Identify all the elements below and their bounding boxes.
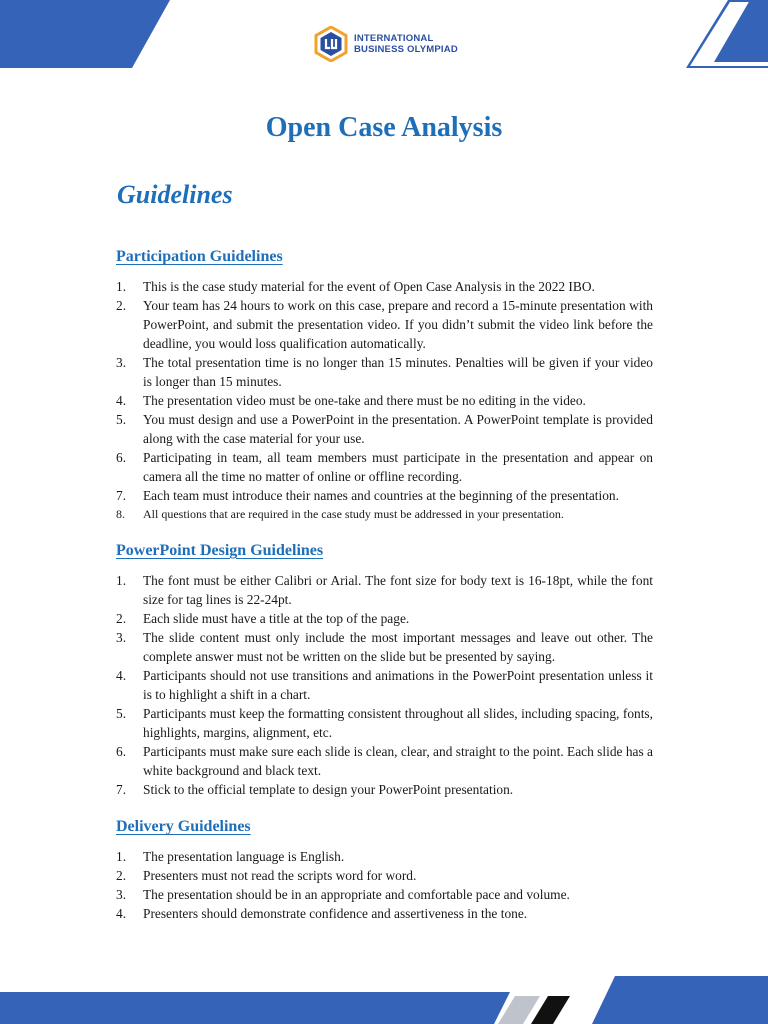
list-item [116,505,653,524]
ibo-logo [314,26,458,62]
list-item [116,609,653,628]
section-heading: PowerPoint Design Guidelines [116,542,324,559]
section-powerpoint-design [116,542,653,799]
item-text: This is the case study material for the event of Open Case Analysis in the 2022 IBO. [143,279,595,294]
item-text: Participants must make sure each slide is clean, clear, and straight to the point. Each slide has a white background and black text. [143,744,653,778]
item-text: Participating in team, all team members must participate in the presentation and appear on camera all the time no matter of online or offline recording. [143,450,653,484]
item-number: 1. [116,279,127,294]
item-text: The presentation language is English. [143,849,345,864]
item-number: 3. [116,630,127,645]
ibo-logo-icon [314,26,348,62]
item-number: 4. [116,906,127,921]
top-left-banner [0,0,170,68]
list-item [116,885,653,904]
item-number: 2. [116,611,127,626]
top-right-banner [714,0,768,62]
item-text: The total presentation time is no longer than 15 minutes. Penalties will be given if your video is longer than 15 minutes. [143,355,653,389]
guideline-list [116,277,653,524]
list-item [116,486,653,505]
list-item [116,628,653,666]
item-number: 5. [116,412,127,427]
list-item [116,571,653,609]
logo-line2: BUSINESS OLYMPIAD [354,44,458,55]
item-text: The slide content must only include the most important messages and leave out other. The complete answer must not be written on the slide but be presented by saying. [143,630,653,664]
document-title: Open Case Analysis [265,112,503,143]
list-item [116,448,653,486]
section-heading: Participation Guidelines [116,248,283,265]
list-item [116,904,653,923]
item-text: Your team has 24 hours to work on this case, prepare and record a 15-minute presentation with PowerPoint, and submit the presentation video. If you didn’t submit the video link before the deadline, you would loss qualification automatically. [143,298,653,351]
item-text: Each team must introduce their names and countries at the beginning of the presentation. [143,488,619,503]
list-item [116,410,653,448]
list-item [116,847,653,866]
item-number: 6. [116,450,127,465]
item-number: 2. [116,298,127,313]
guideline-list [116,847,653,923]
section-delivery [116,818,653,923]
item-text: Participants should not use transitions and animations in the PowerPoint presentation unless it is to highlight a shift in a chart. [143,668,653,702]
logo-line1: INTERNATIONAL [354,33,434,44]
list-item [116,704,653,742]
item-number: 4. [116,393,127,408]
list-item [116,391,653,410]
guideline-list [116,571,653,799]
item-text: Presenters should demonstrate confidence and assertiveness in the tone. [143,906,528,921]
item-number: 6. [116,744,127,759]
document-subtitle: Guidelines [117,180,233,209]
item-text: The presentation should be in an appropriate and comfortable pace and volume. [143,887,570,902]
item-text: Presenters must not read the scripts word for word. [143,868,417,883]
list-item [116,742,653,780]
list-item [116,296,653,353]
bottom-left-banner [0,992,510,1024]
item-text: You must design and use a PowerPoint in the presentation. A PowerPoint template is provided along with the case material for your use. [143,412,653,446]
item-text: Each slide must have a title at the top of the page. [143,611,410,626]
section-heading: Delivery Guidelines [116,818,251,835]
item-number: 1. [116,573,127,588]
item-number: 8. [116,507,125,521]
item-number: 1. [116,849,127,864]
item-number: 3. [116,355,127,370]
list-item [116,277,653,296]
item-number: 3. [116,887,127,902]
list-item [116,866,653,885]
list-item [116,666,653,704]
item-text: The font must be either Calibri or Arial. The font size for body text is 16-18pt, while the font size for tag lines is 22-24pt. [143,573,653,607]
item-number: 5. [116,706,127,721]
item-number: 7. [116,782,127,797]
item-text: Participants must keep the formatting consistent throughout all slides, including spacing, fonts, highlights, margins, alignment, etc. [143,706,653,740]
list-item [116,780,653,799]
item-number: 7. [116,488,127,503]
ibo-logo-text [354,33,458,55]
item-text: All questions that are required in the case study must be addressed in your presentation. [143,507,564,521]
item-number: 4. [116,668,127,683]
bottom-right-banner [592,976,768,1024]
list-item [116,353,653,391]
item-number: 2. [116,868,127,883]
section-participation [116,248,653,524]
item-text: Stick to the official template to design your PowerPoint presentation. [143,782,514,797]
item-text: The presentation video must be one-take and there must be no editing in the video. [143,393,586,408]
